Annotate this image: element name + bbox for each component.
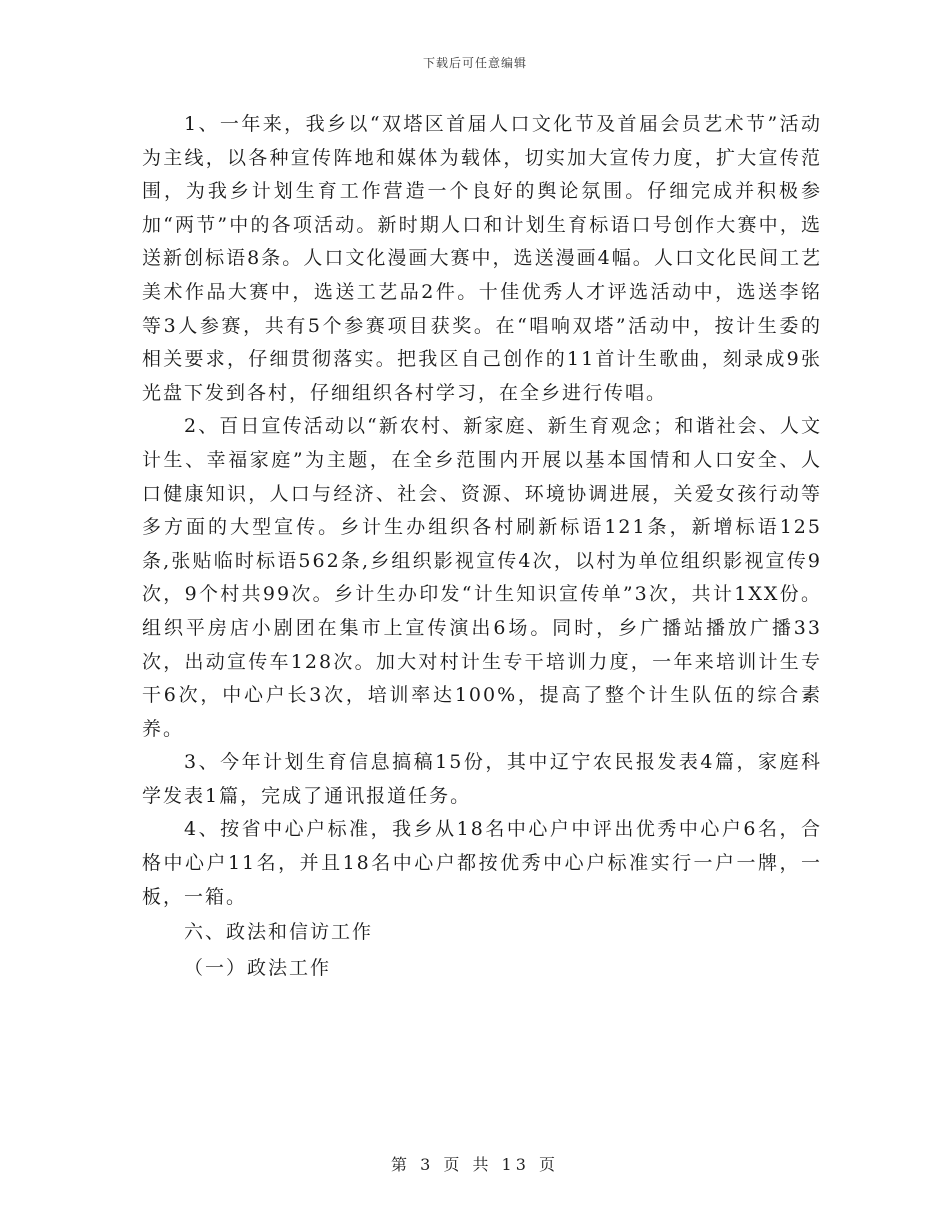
header-note: 下载后可任意编辑 xyxy=(422,56,527,70)
paragraph-3: 3、今年计划生育信息搞稿15份，其中辽宁农民报发表4篇，家庭科学发表1篇，完成了通讯报道任务。 xyxy=(142,751,822,807)
paragraph-1: 1、一年来，我乡以“双塔区首届人口文化节及首届会员艺术节”活动为主线，以各种宣传阵地和媒体为载体，切实加大宣传力度，扩大宣传范围，为我乡计划生育工作营造一个良好的舆论氛围。仔细完成并积极参加“两节”中的各项活动。新时期人口和计划生育标语口号创作大赛中，选送新创标语8条。人口文化漫画大赛中，选送漫画4幅。人口文化民间工艺美术作品大赛中，选送工艺品2件。十佳优秀人才评选活动中，选送李铭等3人参赛，共有5个参赛项目获奖。在“唱响双塔”活动中，按计生委的相关要求，仔细贯彻落实。把我区自己创作的11首计生歌曲，刻录成9张光盘下发到各村，仔细组织各村学习，在全乡进行传唱。 xyxy=(142,113,822,404)
document-body xyxy=(142,108,822,986)
page-number: 第 3 页 共 13 页 xyxy=(391,1155,559,1174)
paragraph-2: 2、百日宣传活动以“新农村、新家庭、新生育观念；和谐社会、人文计生、幸福家庭”为主题，在全乡范围内开展以基本国情和人口安全、人口健康知识，人口与经济、社会、资源、环境协调进展，关爱女孩行动等多方面的大型宣传。乡计生办组织各村刷新标语121条，新增标语125条,张贴临时标语562条,乡组织影视宣传4次，以村为单位组织影视宣传9次，9个村共99次。乡计生办印发“计生知识宣传单”3次，共计1XX份。组织平房店小剧团在集市上宣传演出6场。同时，乡广播站播放广播33次，出动宣传车128次。加大对村计生专干培训力度，一年来培训计生专干6次，中心户长3次，培训率达100%，提高了整个计生队伍的综合素养。 xyxy=(142,415,822,740)
section-heading: 六、政法和信访工作 xyxy=(184,921,374,944)
subsection-heading: （一）政法工作 xyxy=(184,957,332,980)
paragraph-4: 4、按省中心户标准，我乡从18名中心户中评出优秀中心户6名，合格中心户11名，并且18名中心户都按优秀中心户标准实行一户一牌，一板，一箱。 xyxy=(142,818,822,908)
